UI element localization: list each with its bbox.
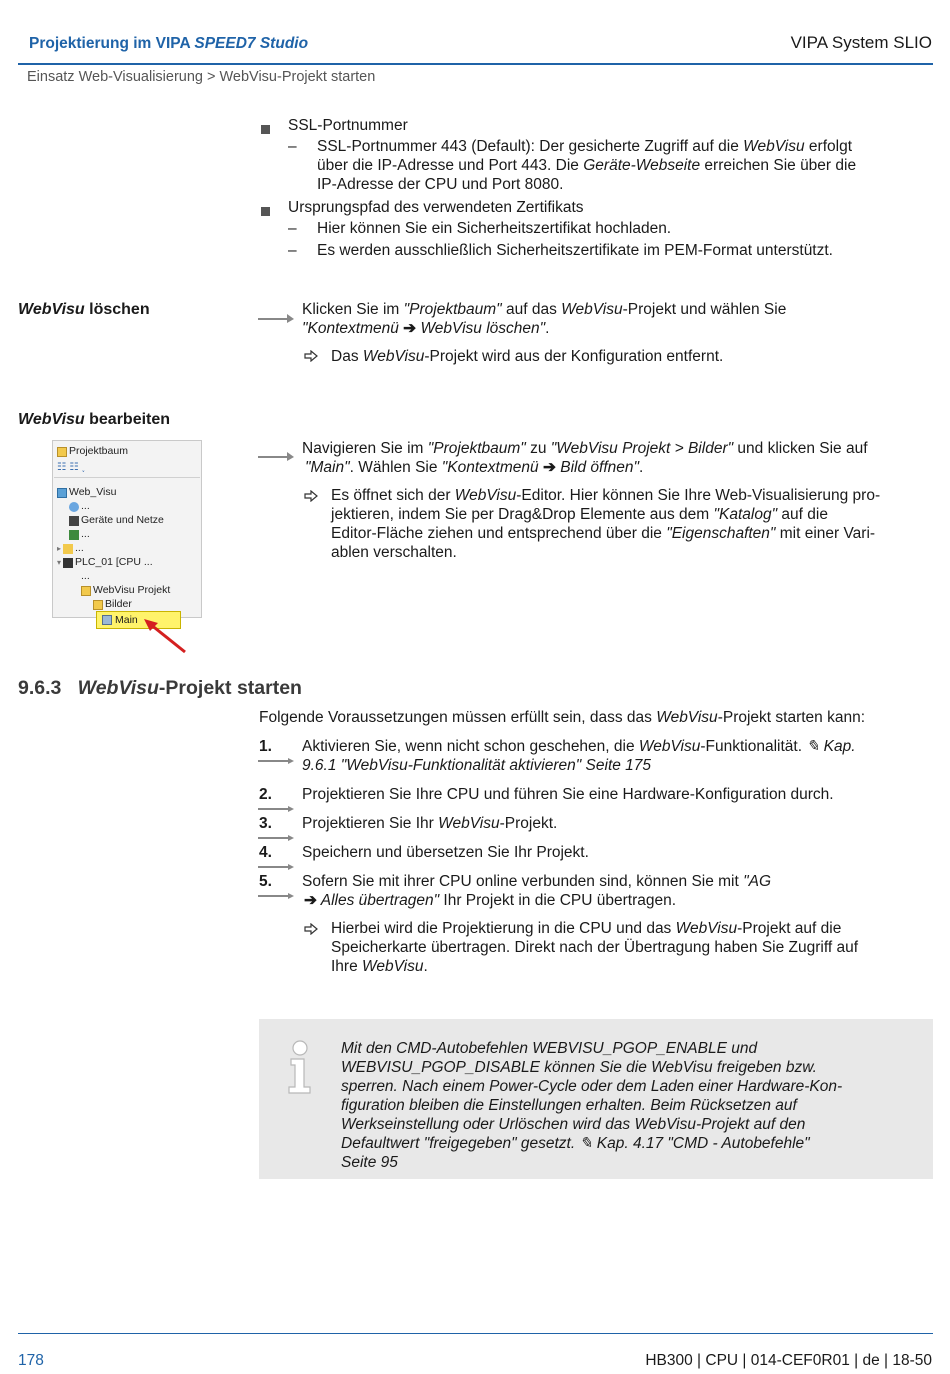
heading-webvisu-bearbeiten: WebVisu bearbeiten	[18, 411, 171, 428]
page-number: 178	[18, 1352, 44, 1369]
edit-instruction-line1: Navigieren Sie im "Projektbaum" zu "WebVisu Projekt > Bilder" und klicken Sie auf	[302, 440, 868, 457]
bullet-square-1	[261, 120, 270, 139]
result-arrow-icon	[304, 921, 318, 940]
note-line: Mit den CMD-Autobefehlen WEBVISU_PGOP_ENABLE und	[341, 1040, 758, 1057]
note-line-link-seite[interactable]: Seite 95	[341, 1154, 398, 1171]
step-3-text: Projektieren Sie Ihr WebVisu-Projekt.	[302, 815, 558, 832]
cpu-icon	[63, 558, 73, 568]
section-result-line1: Hierbei wird die Projektierung in die CPU und das WebVisu-Projekt auf die	[331, 920, 842, 937]
dash-1: –	[288, 138, 297, 155]
tree-toolbar: ☷ ☷ ˯	[57, 461, 86, 473]
edit-result-line2: jektieren, indem Sie per Drag&Drop Elemente aus dem "Katalog" auf die	[331, 506, 828, 523]
step-number: 1.	[259, 738, 272, 755]
expand-icon: ▸	[57, 544, 62, 553]
delete-instruction-line2: "Kontextmenü ➔ WebVisu löschen".	[302, 320, 550, 337]
tree-title: Projektbaum	[69, 445, 128, 457]
product-title: VIPA System SLIO	[790, 33, 932, 52]
bullet-square-2	[261, 202, 270, 221]
step-number: 5.	[259, 873, 272, 890]
step-underline-arrow-icon	[258, 885, 294, 904]
breadcrumb: Einsatz Web-Visualisierung > WebVisu-Projekt starten	[27, 69, 376, 85]
tree-divider	[54, 477, 200, 478]
note-line: sperren. Nach einem Power-Cycle oder dem Laden einer Hardware-Kon-	[341, 1078, 843, 1095]
ssl-sub3: Es werden ausschließlich Sicherheitszertifikate im PEM-Format unterstützt.	[317, 242, 833, 259]
note-line: figuration bleiben die Einstellungen erhalten. Beim Rücksetzen auf	[341, 1097, 797, 1114]
edit-result-line1: Es öffnet sich der WebVisu-Editor. Hier können Sie Ihre Web-Visualisierung pro-	[331, 487, 881, 504]
info-icon	[284, 1039, 316, 1100]
step-1-line1: Aktivieren Sie, wenn nicht schon geschehen, die WebVisu-Funktionalität. ✎ Kap.	[302, 738, 856, 755]
edit-instruction-line2: "Main". Wählen Sie "Kontextmenü ➔ Bild öffnen".	[305, 459, 644, 476]
delete-result: Das WebVisu-Projekt wird aus der Konfiguration entfernt.	[331, 348, 724, 365]
folder-icon	[57, 447, 67, 457]
header-rule	[18, 63, 933, 65]
device-icon	[69, 530, 79, 540]
edit-result-line3: Editor-Fläche ziehen und entsprechend über die "Eigenschaften" mit einer Vari-	[331, 525, 876, 542]
delete-instruction-line1: Klicken Sie im "Projektbaum" auf das WebVisu-Projekt und wählen Sie	[302, 301, 787, 318]
folder-icon	[63, 544, 73, 554]
section-heading: 9.6.3 WebVisu-Projekt starten	[18, 677, 302, 699]
network-icon	[69, 516, 79, 526]
result-arrow-icon	[304, 488, 318, 507]
step-number: 2.	[259, 786, 272, 803]
tree-item-dots-4[interactable]: ...	[81, 570, 90, 582]
ssl-sub2: Hier können Sie ein Sicherheitszertifikat hochladen.	[317, 220, 672, 237]
dash-2: –	[288, 220, 297, 237]
folder-open-icon	[93, 600, 103, 610]
note-line: WEBVISU_PGOP_DISABLE können Sie die WebVisu freigeben bzw.	[341, 1059, 817, 1076]
step-number: 4.	[259, 844, 272, 861]
section-intro: Folgende Voraussetzungen müssen erfüllt sein, dass das WebVisu-Projekt starten kann:	[259, 709, 866, 726]
section-result-line3: Ihre WebVisu.	[331, 958, 428, 975]
heading-webvisu-loeschen: WebVisu löschen	[18, 301, 150, 318]
note-text	[341, 1039, 842, 1172]
globe-icon	[69, 502, 79, 512]
document-id: HB300 | CPU | 014-CEF0R01 | de | 18-50	[645, 1352, 932, 1369]
step-5-line2: ➔ Alles übertragen" Ihr Projekt in die CPU übertragen.	[304, 892, 677, 909]
tree-item-web-visu[interactable]: Web_Visu	[57, 486, 116, 499]
step-5-line1: Sofern Sie mit ihrer CPU online verbunden sind, können Sie mit "AG	[302, 873, 772, 890]
tree-item-webvisu-projekt[interactable]: WebVisu Projekt	[81, 584, 170, 597]
tree-item-bilder[interactable]: Bilder	[93, 598, 132, 611]
result-arrow-icon	[304, 348, 318, 367]
chapter-title: Projektierung im VIPA SPEED7 Studio	[29, 35, 309, 52]
cube-icon	[57, 488, 67, 498]
link-kap-9-6-1[interactable]: ✎ Kap.	[806, 738, 856, 755]
link-kap-9-6-1-line2[interactable]: 9.6.1 "WebVisu-Funktionalität aktivieren" Seite 175	[302, 757, 652, 774]
step-underline-arrow-icon	[258, 750, 294, 769]
footer-rule	[18, 1333, 933, 1334]
section-result-line2: Speicherkarte übertragen. Direkt nach der Übertragung haben Sie Zugriff auf	[331, 939, 859, 956]
image-icon	[102, 615, 112, 625]
step-arrow-icon	[258, 447, 294, 461]
tree-item-dots-1[interactable]: ...	[69, 500, 90, 513]
step-arrow-icon	[258, 309, 294, 323]
tree-item-plc[interactable]: ▾ PLC_01 [CPU ...	[57, 556, 153, 568]
note-line: Werkseinstellung oder Urlöschen wird das WebVisu-Projekt auf den	[341, 1116, 806, 1133]
ssl-sub1-line2: über die IP-Adresse und Port 443. Die Geräte-Webseite erreichen Sie über die	[317, 157, 857, 174]
tree-item-geraete[interactable]: Geräte und Netze	[69, 514, 164, 527]
tree-item-dots-3[interactable]: ▸ ...	[57, 542, 84, 554]
folder-icon	[81, 586, 91, 596]
collapse-icon: ▾	[57, 558, 62, 567]
bullet-cert-path: Ursprungspfad des verwendeten Zertifikats	[288, 199, 584, 216]
red-pointer-arrow-icon	[142, 617, 188, 660]
project-tree-screenshot	[52, 440, 202, 618]
tree-item-main[interactable]: Main	[96, 611, 181, 629]
step-number: 3.	[259, 815, 272, 832]
note-line-link-kap-4-17[interactable]: Defaultwert "freigegeben" gesetzt. ✎ Kap. 4.17 "CMD - Autobefehle"	[341, 1135, 810, 1152]
step-4-text: Speichern und übersetzen Sie Ihr Projekt.	[302, 844, 589, 861]
step-2-text: Projektieren Sie Ihre CPU und führen Sie eine Hardware-Konfiguration durch.	[302, 786, 834, 803]
tree-item-dots-2[interactable]: ...	[69, 528, 90, 541]
edit-result-line4: ablen verschalten.	[331, 544, 457, 561]
dash-3: –	[288, 242, 297, 259]
tree-header	[57, 445, 128, 458]
ssl-sub1-line3: IP-Adresse der CPU und Port 8080.	[317, 176, 564, 193]
ssl-sub1-line1: SSL-Portnummer 443 (Default): Der gesicherte Zugriff auf die WebVisu erfolgt	[317, 138, 853, 155]
bullet-ssl-port: SSL-Portnummer	[288, 117, 408, 134]
